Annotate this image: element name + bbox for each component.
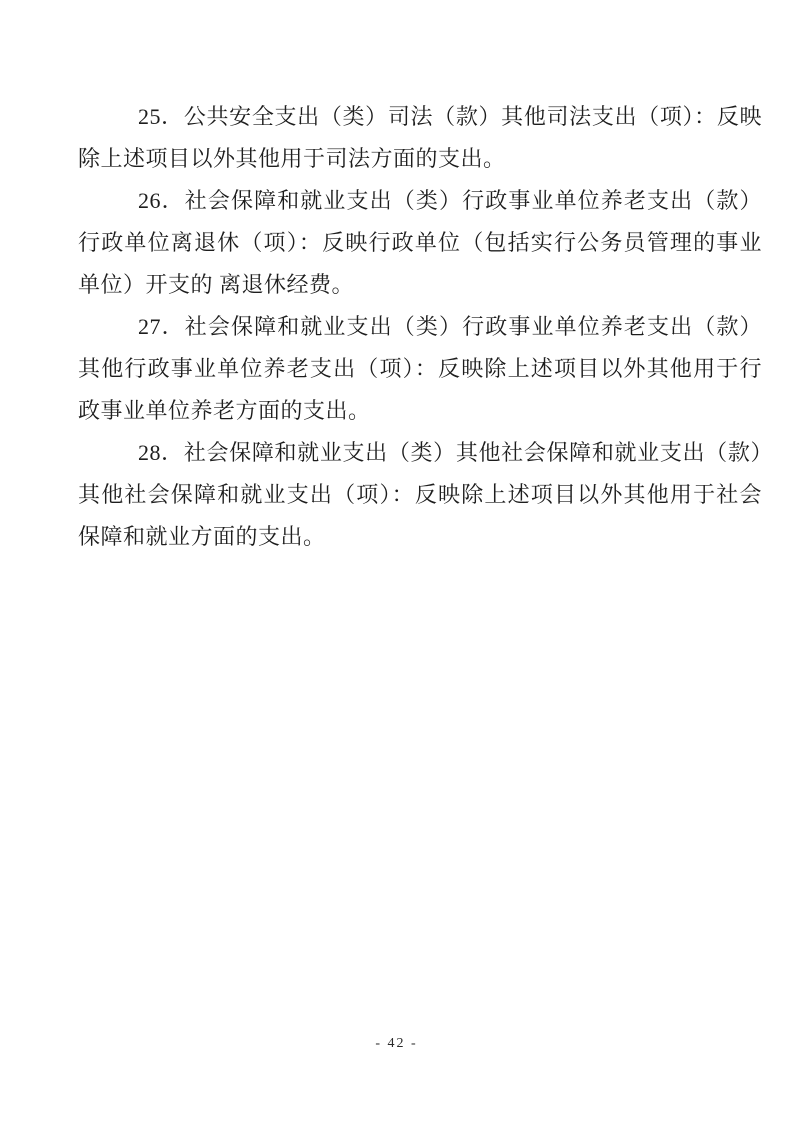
page-number: - 42 - — [375, 1036, 418, 1051]
paragraph-item-25: 25．公共安全支出（类）司法（款）其他司法支出（项）：反映除上述项目以外其他用于司法方面的支出。 — [78, 104, 762, 171]
paragraph-item-27: 27．社会保障和就业支出（类）行政事业单位养老支出（款）其他行政事业单位养老支出（项）：反映除上述项目以外其他用于行政事业单位养老方面的支出。 — [78, 314, 762, 423]
paragraph-item-26: 26．社会保障和就业支出（类）行政事业单位养老支出（款）行政单位离退休（项）：反映行政单位（包括实行公务员管理的事业单位）开支的 离退休经费。 — [78, 188, 762, 297]
document-body — [78, 96, 762, 558]
paragraph-item-28: 28．社会保障和就业支出（类）其他社会保障和就业支出（款）其他社会保障和就业支出（项）：反映除上述项目以外其他用于社会保障和就业方面的支出。 — [78, 440, 762, 549]
page-footer — [0, 1034, 793, 1053]
